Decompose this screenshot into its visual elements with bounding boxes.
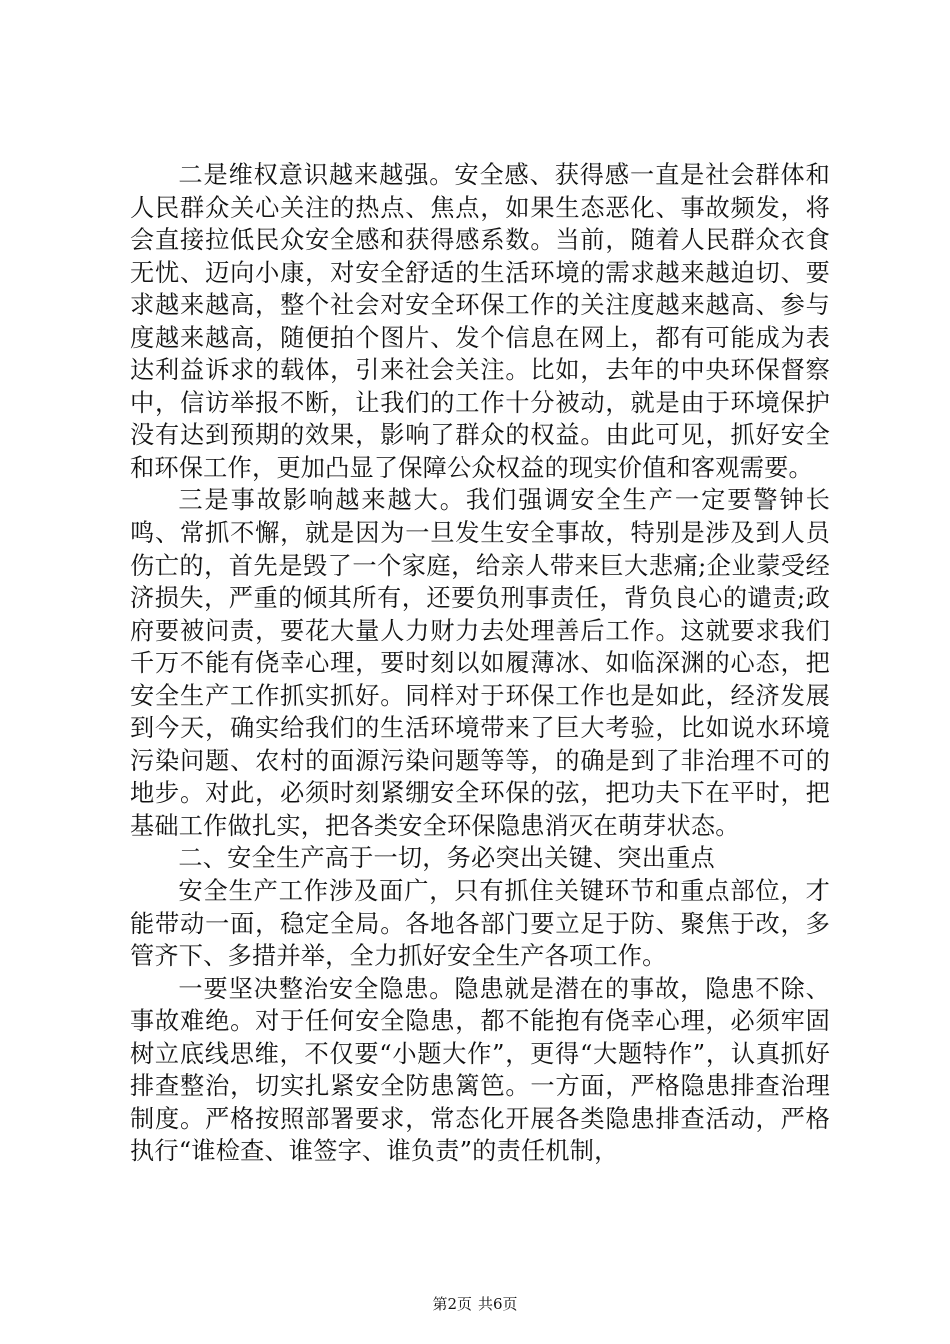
section-heading: 二、安全生产高于一切，务必突出关键、突出重点 bbox=[178, 844, 715, 873]
paragraph-hazard-rectification: 一要坚决整治安全隐患。隐患就是潜在的事故，隐患不除、事故难绝。对于任何安全隐患，都不能抱有侥幸心理，必须牢固树立底线思维，不仅要“小题大作”，更得“大题特作”，认真抓好排查整治，切实扎紧安全防患篱笆。一方面，严格隐患排查治理制度。严格按照部署要求，常态化开展各类隐患排查活动，严格执行“谁检查、谁签字、谁负责”的责任机制， bbox=[130, 974, 830, 1166]
paragraph-rights-awareness: 二是维权意识越来越强。安全感、获得感一直是社会群体和人民群众关心关注的热点、焦点，如果生态恶化、事故频发，将会直接拉低民众安全感和获得感系数。当前，随着人民群众衣食无忧、迈向小康，对安全舒适的生活环境的需求越来越迫切、要求越来越高，整个社会对安全环保工作的关注度越来越高、参与度越来越高，随便拍个图片、发个信息在网上，都有可能成为表达利益诉求的载体，引来社会关注。比如，去年的中央环保督察中，信访举报不断，让我们的工作十分被动，就是由于环境保护没有达到预期的效果，影响了群众的权益。由此可见，抓好安全和环保工作，更加凸显了保障公众权益的现实价值和客观需要。 bbox=[130, 161, 830, 482]
page-number: 第2页 bbox=[432, 1295, 472, 1313]
paragraph-section-intro: 安全生产工作涉及面广，只有抓住关键环节和重点部位，才能带动一面，稳定全局。各地各部门要立足于防、聚焦于改，多管齐下、多措并举，全力抓好安全生产各项工作。 bbox=[130, 877, 830, 971]
page-footer bbox=[0, 1293, 950, 1314]
page-total: 共6页 bbox=[478, 1295, 518, 1313]
paragraph-accident-impact: 三是事故影响越来越大。我们强调安全生产一定要警钟长鸣、常抓不懈，就是因为一旦发生安全事故，特别是涉及到人员伤亡的，首先是毁了一个家庭，给亲人带来巨大悲痛;企业蒙受经济损失，严重的倾其所有，还要负刑事责任，背负良心的谴责;政府要被问责，要花大量人力财力去处理善后工作。这就要求我们千万不能有侥幸心理，要时刻以如履薄冰、如临深渊的心态，把安全生产工作抓实抓好。同样对于环保工作也是如此，经济发展到今天，确实给我们的生活环境带来了巨大考验，比如说水环境污染问题、农村的面源污染问题等等，的确是到了非治理不可的地步。对此，必须时刻紧绷安全环保的弦，把功夫下在平时，把基础工作做扎实，把各类安全环保隐患消灭在萌芽状态。 bbox=[130, 486, 830, 840]
document-body bbox=[130, 159, 830, 1168]
